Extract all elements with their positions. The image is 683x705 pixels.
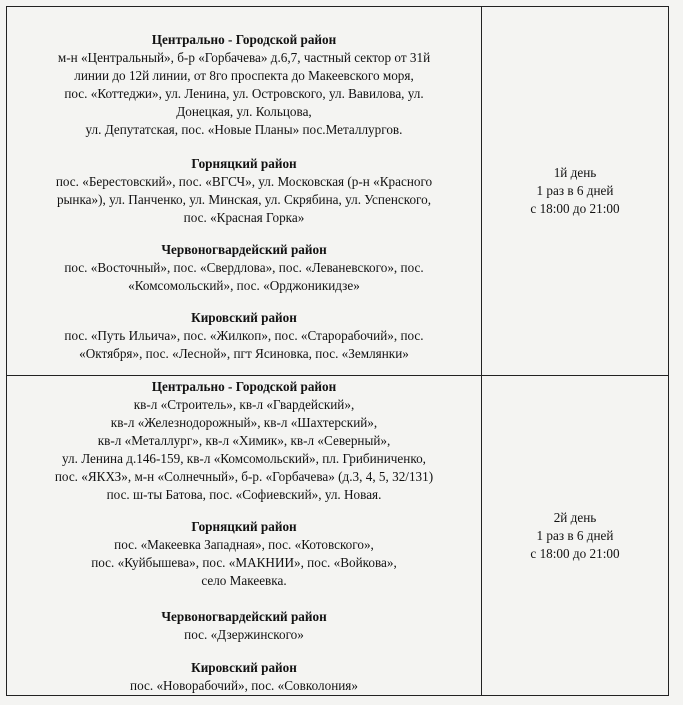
area-line: «Комсомольский», пос. «Орджоникидзе» <box>128 278 360 293</box>
area-line: пос. «Восточный», пос. «Свердлова», пос. «Леваневского», пос. <box>64 260 424 275</box>
area-line: пос. «ЯКХЗ», м-н «Солнечный», б-р. «Горбачева» (д.3, 4, 5, 32/131) <box>54 469 434 484</box>
schedule-frequency: 1 раз в 6 дней <box>536 183 614 198</box>
area-line: пос. «Макеевка Западная», пос. «Котовского», <box>114 537 374 552</box>
district-block <box>7 518 481 590</box>
district-name: Центрально - Городской район <box>151 32 337 47</box>
area-line: пос. «Новорабочий», пос. «Совколония» <box>130 678 358 693</box>
areas-cell <box>7 7 482 376</box>
area-line: пос. «Путь Ильича», пос. «Жилкоп», пос. «Старорабочий», пос. <box>64 328 424 343</box>
area-line: пос. «Дзержинского» <box>184 627 304 642</box>
district-name: Кировский район <box>191 310 297 325</box>
area-line: Донецкая, ул. Кольцова, <box>176 104 312 119</box>
area-line: рынка»), ул. Панченко, ул. Минская, ул. Скрябина, ул. Успенского, <box>56 192 432 207</box>
schedule-text <box>482 164 668 218</box>
district-block <box>7 608 481 644</box>
area-line: ул. Ленина д.146-159, кв-л «Комсомольский», пл. Грибиниченко, <box>62 451 426 466</box>
schedule-cell <box>482 376 669 696</box>
district-name: Червоногвардейский район <box>161 242 327 257</box>
area-line: кв-л «Металлург», кв-л «Химик», кв-л «Северный», <box>97 433 391 448</box>
schedule-time: с 18:00 до 21:00 <box>530 201 620 216</box>
area-line: кв-л «Железнодорожный», кв-л «Шахтерский», <box>110 415 378 430</box>
area-line: пос. ш-ты Батова, пос. «Софиевский», ул. Новая. <box>106 487 382 502</box>
area-line: село Макеевка. <box>201 573 287 588</box>
district-name: Центрально - Городской район <box>151 379 337 394</box>
area-line: пос. «Берестовский», пос. «ВГСЧ», ул. Московская (р-н «Красного <box>55 174 433 189</box>
area-line: кв-л «Строитель», кв-л «Гвардейский», <box>133 397 355 412</box>
district-block <box>7 309 481 363</box>
area-line: пос. «Красная Горка» <box>183 210 305 225</box>
table-row <box>7 7 669 376</box>
district-block <box>7 378 481 504</box>
areas-cell <box>7 376 482 696</box>
schedule-cell <box>482 7 669 376</box>
area-line: пос. «Коттеджи», ул. Ленина, ул. Островского, ул. Вавилова, ул. <box>64 86 424 101</box>
district-block <box>7 31 481 139</box>
table-row <box>7 376 669 696</box>
district-name: Червоногвардейский район <box>161 609 327 624</box>
area-line: пос. «Куйбышева», пос. «МАКНИИ», пос. «Войкова», <box>91 555 397 570</box>
area-line: линии до 12й линии, от 8го проспекта до Макеевского моря, <box>74 68 414 83</box>
district-name: Кировский район <box>191 660 297 675</box>
area-line: ул. Депутатская, пос. «Новые Планы» пос.Металлургов. <box>85 122 403 137</box>
district-block <box>7 241 481 295</box>
area-line: м-н «Центральный», б-р «Горбачева» д.6,7, частный сектор от 31й <box>57 50 431 65</box>
district-name: Горняцкий район <box>191 156 297 171</box>
schedule-day: 2й день <box>553 509 597 525</box>
schedule-time: с 18:00 до 21:00 <box>530 545 620 561</box>
district-block <box>7 155 481 227</box>
schedule-text <box>482 509 668 563</box>
district-block <box>7 659 481 695</box>
area-line: «Октября», пос. «Лесной», пгт Ясиновка, пос. «Землянки» <box>79 346 409 361</box>
schedule-table <box>6 6 669 696</box>
district-name: Горняцкий район <box>191 519 297 534</box>
schedule-frequency: 1 раз в 6 дней <box>536 527 614 543</box>
schedule-day: 1й день <box>553 165 597 180</box>
